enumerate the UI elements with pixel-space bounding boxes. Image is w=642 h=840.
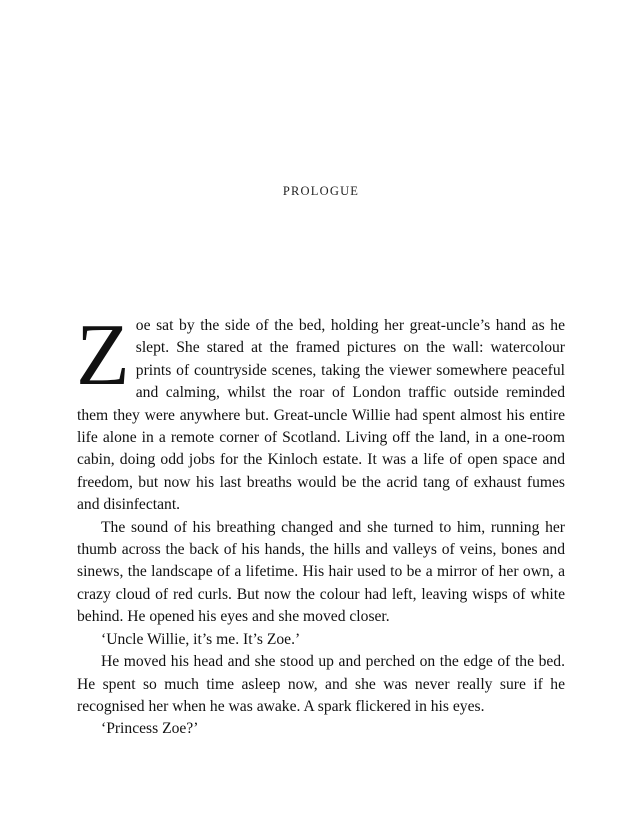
paragraph-5-dialogue: ‘Princess Zoe?’ [101,720,199,738]
paragraph-3-dialogue: ‘Uncle Willie, it’s me. It’s Zoe.’ [101,630,301,648]
body-text [76,307,565,741]
paragraph-2: The sound of his breathing changed and she turned to him, running her thumb across the back of his hands, the hills and valleys of veins, bones and sinews, the landscape of a lifetime. His hair used to be a mirror of her own, a crazy cloud of red curls. But now the colour had left, leaving wisps of white behind. He opened his eyes and she moved closer. [77,518,565,626]
paragraph-1-text: oe sat by the side of the bed, holding her great-uncle’s hand as he slept. She stared at the framed pictures on the wall: watercolour prints of countryside scenes, taking the viewer somewhere peaceful and calming, whilst the roar of London traffic outside reminded them they were anywhere but. Great-uncle Willie had spent almost his entire life alone in a remote corner of Scotland. Living off the land, in a one-room cabin, doing odd jobs for the Kinloch estate. It was a life of open space and freedom, but now his last breaths would be the acrid tang of exhaust fumes and disinfectant. [77,317,565,514]
paragraph-4: He moved his head and she stood up and perched on the edge of the bed. He spent so much time asleep now, and she was never really sure if he recognised her when he was awake. A spark flickered in his eyes. [77,653,565,715]
drop-cap: Z [76,307,130,404]
paragraph-1 [76,307,565,517]
chapter-heading: PROLOGUE [282,184,360,198]
